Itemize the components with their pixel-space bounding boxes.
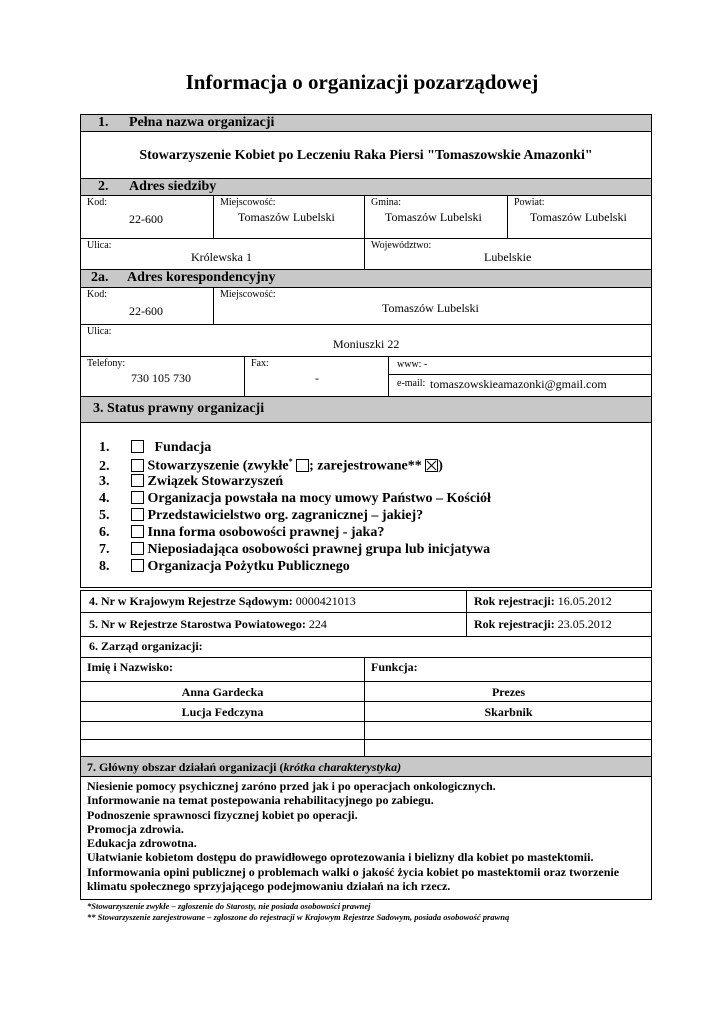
status-item-number: 8. bbox=[99, 559, 110, 574]
status-item-label: Fundacja bbox=[154, 440, 212, 455]
activity-line: Niesienie pomocy psychicznej zaróno przed jak i po operacjach onkologicznych. bbox=[87, 779, 496, 793]
organization-name: Stowarzyszenie Kobiet po Leczeniu Raka Piersi "Tomaszowskie Amazonki" bbox=[139, 148, 593, 163]
activity-line: Edukacja zdrowotna. bbox=[87, 836, 197, 851]
telefony-cell bbox=[81, 357, 244, 397]
powiat-label: Powiat: bbox=[514, 197, 545, 208]
checked-x-icon bbox=[426, 460, 437, 471]
section-correspondence-address bbox=[80, 270, 652, 397]
organizacja-umowa-checkbox[interactable] bbox=[131, 491, 144, 504]
corr-miejscowosc-value: Tomaszów Lubelski bbox=[382, 301, 479, 315]
board-member-name: Lucja Fedczyna bbox=[181, 705, 264, 719]
status-item-number: 6. bbox=[99, 525, 110, 540]
activity-line: Ułatwianie kobietom dostępu do prawidłowego oprotezowania i bielizny dla kobiet po mastektomii. bbox=[87, 850, 594, 865]
gmina-label: Gmina: bbox=[371, 197, 401, 208]
starostwo-value: 224 bbox=[308, 617, 327, 631]
footnote: *Stowarzyszenie zwykłe – zgłoszenie do Starosty, nie posiada osobowości prawnej bbox=[87, 901, 371, 911]
telefony-label: Telefony: bbox=[87, 358, 126, 369]
status-item bbox=[99, 491, 491, 507]
corr-row-1 bbox=[81, 288, 651, 324]
kod-cell bbox=[81, 196, 213, 238]
email-label: e-mail: bbox=[397, 378, 426, 389]
fax-cell bbox=[245, 357, 388, 397]
zarejestrowane-checkbox[interactable] bbox=[425, 459, 438, 472]
footnote-marker: * bbox=[288, 457, 293, 466]
section-2-number: 2. bbox=[98, 179, 109, 194]
kod-label: Kod: bbox=[87, 197, 107, 208]
starostwo-year-value: 23.05.2012 bbox=[557, 617, 612, 631]
status-item bbox=[99, 474, 283, 490]
activity-line: Informowania opini publicznej o problemach walki o jakość życia kobiet po mastektomii oraz tworzenie bbox=[87, 864, 620, 879]
status-item bbox=[99, 525, 384, 541]
page-title: Informacja o organizacji pozarządowej bbox=[185, 70, 539, 94]
fax-label: Fax: bbox=[251, 358, 269, 369]
powiat-cell bbox=[508, 196, 652, 238]
wojewodztwo-label: Województwo: bbox=[371, 240, 432, 251]
przedstawicielstwo-checkbox[interactable] bbox=[131, 508, 144, 521]
status-item-number: 3. bbox=[99, 474, 110, 489]
starostwo-year-label: Rok rejestracji: bbox=[474, 617, 555, 631]
footnotes bbox=[87, 901, 509, 923]
corr-ulica-value: Moniuszki 22 bbox=[333, 337, 400, 351]
starostwo-label: 5. Nr w Rejestrze Starostwa Powiatowego: bbox=[89, 617, 306, 631]
krs-year-label: Rok rejestracji: bbox=[474, 594, 555, 608]
fax-value: - bbox=[315, 371, 319, 385]
status-item-label: Stowarzyszenie (zwykłe bbox=[147, 458, 289, 474]
telefony-value: 730 105 730 bbox=[131, 371, 191, 385]
status-item-label: Organizacja Pożytku Publicznego bbox=[147, 559, 350, 574]
section-7-label-italic: krótka charakterystyka) bbox=[283, 760, 402, 774]
fundacja-checkbox[interactable] bbox=[131, 440, 144, 453]
status-item bbox=[99, 440, 211, 456]
www-value: www: - bbox=[397, 359, 428, 370]
miejscowosc-cell bbox=[214, 196, 364, 238]
section-2-header bbox=[81, 179, 651, 196]
miejscowosc-label: Miejscowość: bbox=[220, 197, 276, 208]
activity-line: Promocja zdrowia. bbox=[87, 821, 184, 836]
section-krs bbox=[80, 590, 652, 613]
address-row-1 bbox=[81, 196, 651, 238]
status-item-label: Przedstawicielstwo org. zagranicznej – jakiej? bbox=[147, 508, 424, 523]
activity-line: Informowanie na temat postepowania rehabilitacyjnego po zabiegu. bbox=[87, 793, 434, 808]
starostwo-year-line bbox=[474, 617, 612, 632]
section-2a-label: Adres korespondencyjny bbox=[127, 270, 276, 285]
board-table bbox=[81, 657, 651, 757]
status-item bbox=[99, 457, 443, 475]
corr-kod-cell bbox=[81, 288, 213, 324]
address-row-2 bbox=[81, 239, 651, 270]
grupa-inicjatywa-checkbox[interactable] bbox=[131, 542, 144, 555]
krs-value: 0000421013 bbox=[295, 594, 356, 608]
status-item-number: 2. bbox=[99, 458, 110, 474]
corr-kod-label: Kod: bbox=[87, 289, 107, 300]
board-member-function: Skarbnik bbox=[484, 705, 533, 719]
inna-forma-checkbox[interactable] bbox=[131, 525, 144, 538]
krs-label: 4. Nr w Krajowym Rejestrze Sądowym: bbox=[89, 594, 293, 608]
status-item-number: 1. bbox=[99, 440, 110, 455]
corr-kod-value: 22-600 bbox=[129, 304, 163, 318]
ulica-cell bbox=[81, 239, 364, 270]
section-7-header bbox=[81, 757, 651, 777]
section-board bbox=[80, 637, 652, 757]
status-item-number: 5. bbox=[99, 508, 110, 523]
krs-year-line bbox=[474, 594, 612, 609]
section-2a-header bbox=[81, 270, 651, 288]
activity-line: klimatu społecznego sprzyjającego podejmowaniu działań na ich rzecz. bbox=[87, 879, 451, 894]
status-item bbox=[99, 542, 490, 558]
stowarzyszenie-checkbox[interactable] bbox=[131, 459, 144, 472]
zwykle-checkbox[interactable] bbox=[296, 459, 309, 472]
ulica-value: Królewska 1 bbox=[191, 250, 252, 264]
miejscowosc-value: Tomaszów Lubelski bbox=[238, 210, 335, 224]
wojewodztwo-value: Lubelskie bbox=[484, 250, 532, 264]
section-2-label: Adres siedziby bbox=[129, 179, 217, 194]
section-7-label: 7. Główny obszar działań organizacji ( bbox=[87, 760, 284, 774]
status-item bbox=[99, 508, 423, 524]
section-1-number: 1. bbox=[98, 115, 109, 130]
board-member-name: Anna Gardecka bbox=[181, 685, 264, 699]
board-member-function: Prezes bbox=[491, 685, 526, 699]
kod-value: 22-600 bbox=[129, 212, 163, 226]
section-legal-status bbox=[80, 397, 652, 588]
board-col-function-header: Funkcja: bbox=[371, 660, 418, 674]
status-item-label-mid: ; zarejestrowane** bbox=[309, 458, 422, 474]
section-2a-number: 2a. bbox=[91, 270, 109, 285]
krs-line bbox=[89, 594, 356, 609]
status-item bbox=[99, 559, 350, 575]
opp-checkbox[interactable] bbox=[131, 559, 144, 572]
section-activity bbox=[80, 757, 652, 900]
section-1-label: Pełna nazwa organizacji bbox=[129, 115, 275, 130]
section-3-label: 3. Status prawny organizacji bbox=[93, 401, 265, 416]
section-starostwo bbox=[80, 613, 652, 637]
starostwo-line bbox=[89, 617, 327, 632]
board-col-name-header: Imię i Nazwisko: bbox=[87, 660, 173, 674]
corr-row-3 bbox=[81, 357, 651, 397]
status-item-label: Inna forma osobowości prawnej - jaka? bbox=[147, 525, 385, 540]
table-row bbox=[81, 702, 651, 720]
gmina-cell bbox=[365, 196, 507, 238]
wojewodztwo-cell bbox=[365, 239, 652, 270]
section-address bbox=[80, 179, 652, 270]
table-row bbox=[81, 682, 651, 700]
status-item-label: Organizacja powstała na mocy umowy Państwo – Kościół bbox=[147, 491, 491, 506]
www-email-cell bbox=[389, 357, 652, 397]
gmina-value: Tomaszów Lubelski bbox=[385, 210, 482, 224]
status-item-label: Nieposiadająca osobowości prawnej grupa lub inicjatywa bbox=[147, 542, 491, 557]
corr-row-2 bbox=[81, 325, 651, 355]
activity-description bbox=[87, 779, 645, 893]
status-item-number: 7. bbox=[99, 542, 110, 557]
powiat-value: Tomaszów Lubelski bbox=[530, 210, 627, 224]
status-item-label-end: ) bbox=[438, 458, 443, 474]
section-3-header bbox=[81, 397, 651, 423]
corr-ulica-label: Ulica: bbox=[87, 326, 112, 337]
corr-miejscowosc-label: Miejscowość: bbox=[220, 289, 276, 300]
zwiazek-checkbox[interactable] bbox=[131, 474, 144, 487]
activity-line: Podnoszenie sprawnosci fizycznej kobiet po operacji. bbox=[87, 807, 358, 822]
board-label: 6. Zarząd organizacji: bbox=[89, 639, 203, 653]
ulica-label: Ulica: bbox=[87, 240, 112, 251]
corr-miejscowosc-cell bbox=[214, 288, 652, 324]
section-full-name bbox=[80, 114, 652, 179]
section-7-title bbox=[87, 760, 401, 775]
status-item-label: Związek Stowarzyszeń bbox=[147, 474, 284, 489]
status-item-number: 4. bbox=[99, 491, 110, 506]
email-value: tomaszowskieamazonki@gmail.com bbox=[430, 377, 607, 391]
section-1-header bbox=[81, 115, 651, 132]
footnote: ** Stowarzyszenie zarejestrowane – zgłoszone do rejestracji w Krajowym Rejestrze Sadowym, posiada osobowość prawną bbox=[87, 912, 510, 922]
krs-year-value: 16.05.2012 bbox=[557, 594, 612, 608]
